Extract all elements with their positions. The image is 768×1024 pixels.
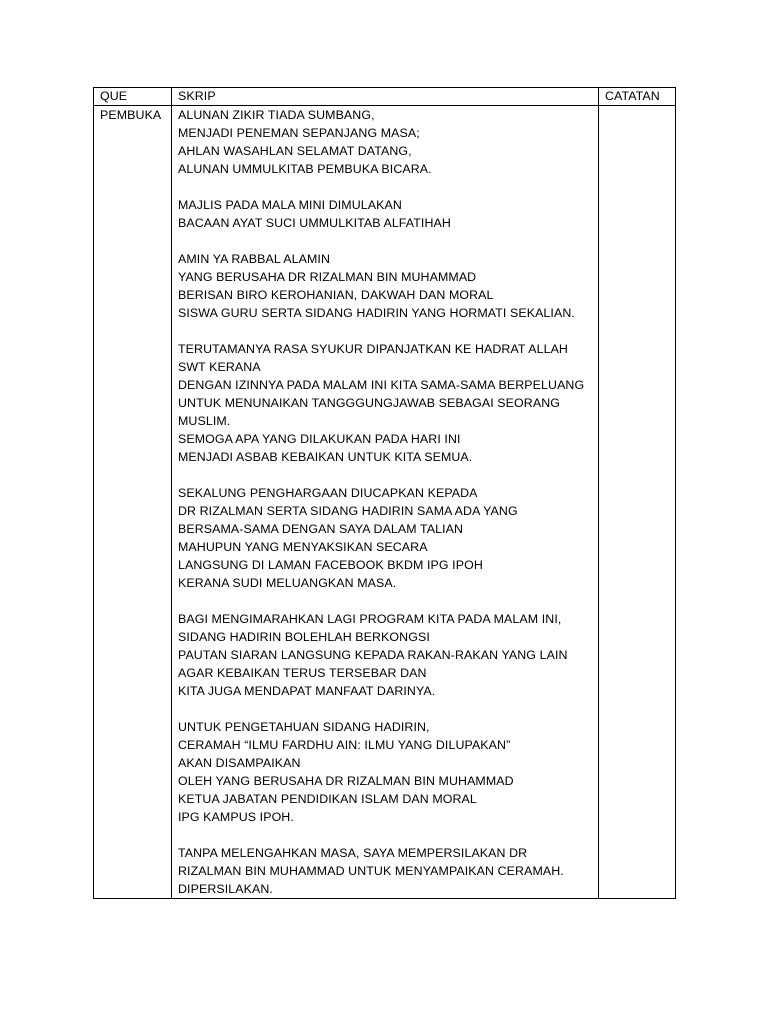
script-line: BERISAN BIRO KEROHANIAN, DAKWAH DAN MORAL xyxy=(178,288,494,302)
script-line: MENJADI ASBAB KEBAIKAN UNTUK KITA SEMUA. xyxy=(178,450,473,464)
script-line: SIDANG HADIRIN BOLEHLAH BERKONGSI xyxy=(178,630,430,644)
script-line: UNTUK MENUNAIKAN TANGGGUNGJAWAB SEBAGAI SEORANG MUSLIM. xyxy=(178,396,560,428)
script-line: ALUNAN UMMULKITAB PEMBUKA BICARA. xyxy=(178,162,432,176)
script-line: CERAMAH “ILMU FARDHU AIN: ILMU YANG DILUPAKAN” xyxy=(178,738,511,752)
script-line: MAHUPUN YANG MENYAKSIKAN SECARA xyxy=(178,540,428,554)
script-paragraph xyxy=(178,250,592,322)
script-paragraph xyxy=(178,484,592,592)
script-line: UNTUK PENGETAHUAN SIDANG HADIRIN, xyxy=(178,720,430,734)
script-line: DR RIZALMAN SERTA SIDANG HADIRIN SAMA ADA YANG xyxy=(178,504,518,518)
script-table xyxy=(93,87,676,899)
script-paragraph xyxy=(178,106,592,178)
script-line: MAJLIS PADA MALA MINI DIMULAKAN xyxy=(178,198,402,212)
script-line: DENGAN IZINNYA PADA MALAM INI KITA SAMA-SAMA BERPELUANG xyxy=(178,378,585,392)
script-line: DIPERSILAKAN. xyxy=(178,882,273,896)
script-line: YANG BERUSAHA DR RIZALMAN BIN MUHAMMAD xyxy=(178,270,477,284)
script-line: KERANA SUDI MELUANGKAN MASA. xyxy=(178,576,397,590)
script-cell xyxy=(172,106,599,899)
header-que: QUE xyxy=(94,88,172,106)
script-paragraph xyxy=(178,610,592,700)
script-line: AMIN YA RABBAL ALAMIN xyxy=(178,252,330,266)
header-skrip: SKRIP xyxy=(172,88,599,106)
script-line: MENJADI PENEMAN SEPANJANG MASA; xyxy=(178,126,420,140)
que-cell: PEMBUKA xyxy=(94,106,172,899)
script-line: TERUTAMANYA RASA SYUKUR DIPANJATKAN KE HADRAT ALLAH SWT KERANA xyxy=(178,342,568,374)
script-line: AGAR KEBAIKAN TERUS TERSEBAR DAN xyxy=(178,666,427,680)
header-catatan: CATATAN xyxy=(599,88,676,106)
script-line: PAUTAN SIARAN LANGSUNG KEPADA RAKAN-RAKAN YANG LAIN xyxy=(178,648,568,662)
script-line: IPG KAMPUS IPOH. xyxy=(178,810,294,824)
table-row xyxy=(94,106,676,899)
script-line: OLEH YANG BERUSAHA DR RIZALMAN BIN MUHAMMAD xyxy=(178,774,514,788)
script-paragraph xyxy=(178,844,592,898)
notes-cell xyxy=(599,106,676,899)
table-header-row xyxy=(94,88,676,106)
script-line: SEKALUNG PENGHARGAAN DIUCAPKAN KEPADA xyxy=(178,486,478,500)
script-line: SEMOGA APA YANG DILAKUKAN PADA HARI INI xyxy=(178,432,461,446)
script-paragraph xyxy=(178,340,592,466)
script-line: KETUA JABATAN PENDIDIKAN ISLAM DAN MORAL xyxy=(178,792,477,806)
script-line: BERSAMA-SAMA DENGAN SAYA DALAM TALIAN xyxy=(178,522,464,536)
script-line: BACAAN AYAT SUCI UMMULKITAB ALFATIHAH xyxy=(178,216,451,230)
script-line: ALUNAN ZIKIR TIADA SUMBANG, xyxy=(178,108,375,122)
script-line: KITA JUGA MENDAPAT MANFAAT DARINYA. xyxy=(178,684,436,698)
script-line: SISWA GURU SERTA SIDANG HADIRIN YANG HORMATI SEKALIAN. xyxy=(178,306,575,320)
script-line: BAGI MENGIMARAHKAN LAGI PROGRAM KITA PADA MALAM INI, xyxy=(178,612,562,626)
script-line: AHLAN WASAHLAN SELAMAT DATANG, xyxy=(178,144,412,158)
script-line: TANPA MELENGAHKAN MASA, SAYA MEMPERSILAKAN DR RIZALMAN BIN MUHAMMAD UNTUK MENYAMPAIKAN CERAMAH. xyxy=(178,846,564,878)
script-line: LANGSUNG DI LAMAN FACEBOOK BKDM IPG IPOH xyxy=(178,558,483,572)
script-paragraph xyxy=(178,718,592,826)
script-line: AKAN DISAMPAIKAN xyxy=(178,756,301,770)
script-paragraph xyxy=(178,196,592,232)
